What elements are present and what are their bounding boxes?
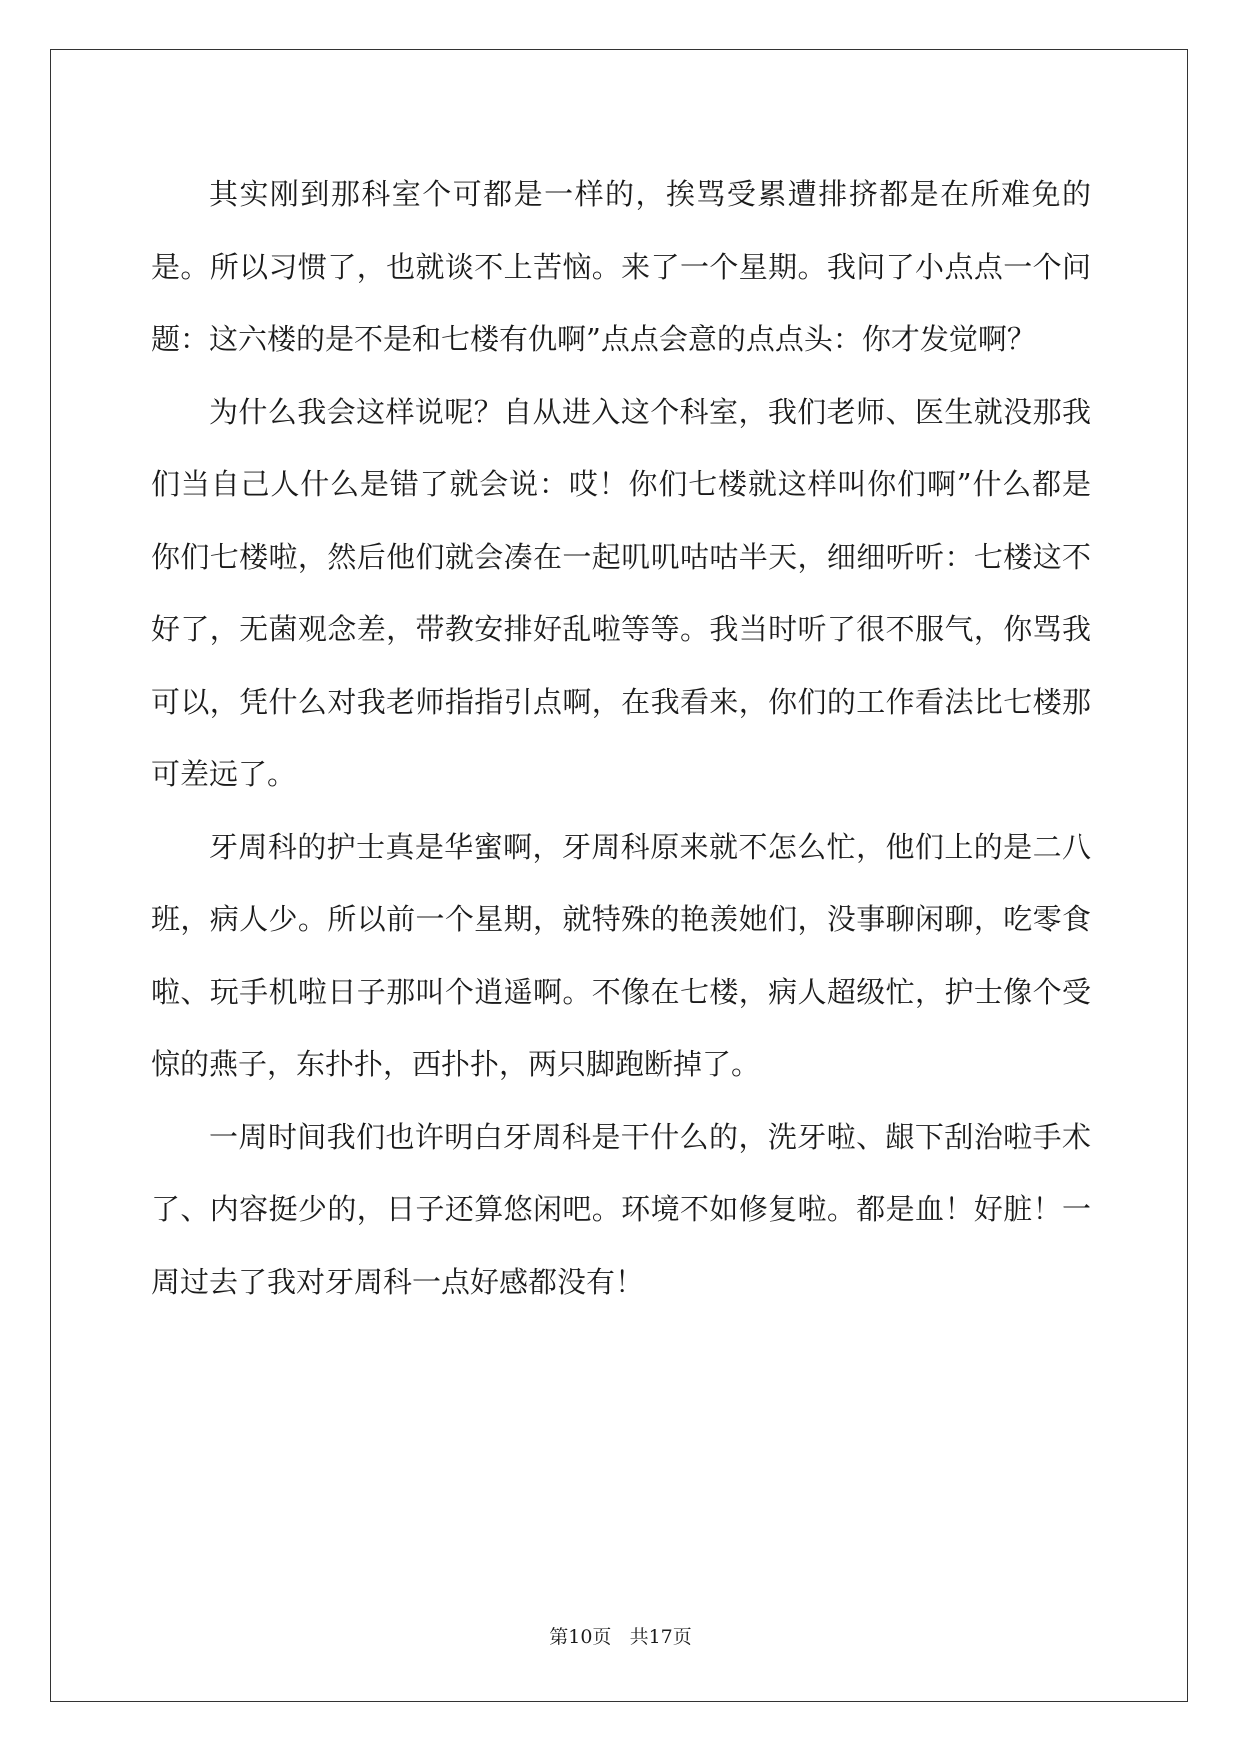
paragraph-4: 一周时间我们也许明白牙周科是干什么的，洗牙啦、龈下刮治啦手术了、内容挺少的，日子还算悠闲吧。环境不如修复啦。都是血！好脏！一周过去了我对牙周科一点好感都没有！: [151, 1119, 1091, 1299]
document-body: [151, 158, 1091, 1318]
page-total: 共17页: [629, 1626, 692, 1648]
paragraph-2: 为什么我会这样说呢？自从进入这个科室，我们老师、医生就没那我们当自己人什么是错了就会说：哎！你们七楼就这样叫你们啊”什么都是你们七楼啦，然后他们就会凑在一起叽叽咕咕半天，细细听听：七楼这不好了，无菌观念差，带教安排好乱啦等等。我当时听了很不服气，你骂我可以，凭什么对我老师指指引点啊，在我看来，你们的工作看法比七楼那可差远了。: [151, 394, 1091, 791]
paragraph-3: 牙周科的护士真是华蜜啊，牙周科原来就不怎么忙，他们上的是二八班，病人少。所以前一个星期，就特殊的艳羡她们，没事聊闲聊，吃零食啦、玩手机啦日子那叫个逍遥啊。不像在七楼，病人超级忙，护士像个受惊的燕子，东扑扑，西扑扑，两只脚跑断掉了。: [151, 829, 1091, 1081]
page-footer: [0, 1622, 1241, 1649]
page-number: 第10页: [549, 1626, 612, 1648]
paragraph-1: 其实刚到那科室个可都是一样的，挨骂受累遭排挤都是在所难免的是。所以习惯了，也就谈不上苦恼。来了一个星期。我问了小点点一个问题：这六楼的是不是和七楼有仇啊”点点会意的点点头：你才发觉啊？: [151, 177, 1091, 356]
